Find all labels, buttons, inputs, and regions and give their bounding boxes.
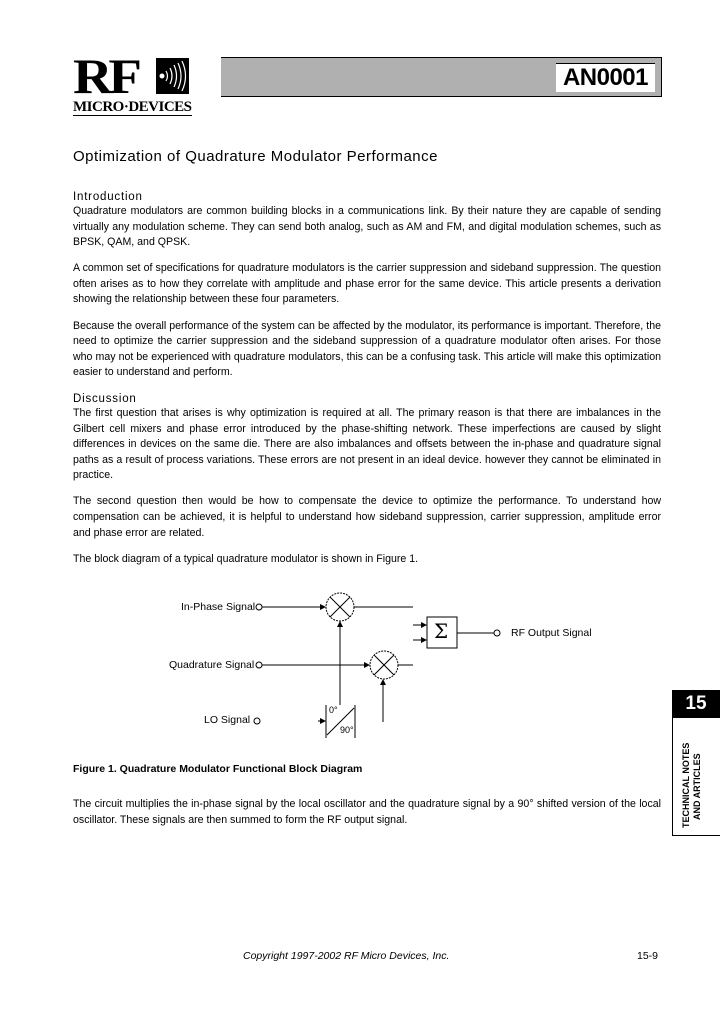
paragraph: Because the overall performance of the system can be affected by the modulator, its performance is important. Therefore, the need to optimize the carrier suppression and the sideband suppression of a quadrature modulator often arises. For those who may not be experienced with quadrature modulators, this can be a confusing task. This article will make this optimization easier to understand and perform. <box>73 319 661 379</box>
rf-output-label: RF Output Signal <box>511 627 592 639</box>
tab-line-1: TECHNICAL NOTES <box>681 742 691 828</box>
chapter-tab-label <box>681 743 703 828</box>
section-heading: Discussion <box>73 393 137 405</box>
copyright: Copyright 1997-2002 RF Micro Devices, Inc. <box>243 950 450 962</box>
logo-subtitle: MICRO·DEVICES <box>73 99 192 115</box>
section-heading: Introduction <box>73 191 143 203</box>
in-phase-label: In-Phase Signal <box>181 601 256 613</box>
logo-rf-text: RF <box>73 48 138 104</box>
rf-output-port <box>494 630 500 636</box>
paragraph: The block diagram of a typical quadrature modulator is shown in Figure 1. <box>73 552 419 565</box>
phase-0-label: 0° <box>329 705 338 715</box>
quadrature-label: Quadrature Signal <box>169 659 255 671</box>
paragraph: The first question that arises is why optimization is required at all. The primary reason is that there are imbalances in the Gilbert cell mixers and phase error introduced by the phase-shifting network. These imperfections are caused by slight differences in devices on the same die. There are also imbalances and offsets between the in-phase and quadrature signal paths as a result of process variations. These errors are not present in an ideal device. however they cannot be eliminated in practice. <box>73 407 661 482</box>
lo-label: LO Signal <box>204 714 251 726</box>
lo-port <box>254 718 260 724</box>
chapter-tab-number: 15 <box>672 690 720 718</box>
page-number: 15-9 <box>637 950 659 962</box>
paragraph: A common set of specifications for quadrature modulators is the carrier suppression and sideband suppression. The question often arises as to how they correlate with amplitude and phase error for the same device. This article presents a derivation showing the relationship between these four parameters. <box>73 262 661 306</box>
paragraph: Quadrature modulators are common building blocks in a communications link. By their nature they are capable of sending virtually any modulation scheme. They can send both analog, such as AM and FM, and digital modulation schemes, such as BPSK, QAM, and QPSK. <box>73 205 661 249</box>
page-title: Optimization of Quadrature Modulator Performance <box>73 148 438 165</box>
paragraph: The circuit multiplies the in-phase signal by the local oscillator and the quadrature signal by a 90° shifted version of the local oscillator. These signals are then summed to form the RF output signal. <box>73 798 661 826</box>
sum-symbol: Σ <box>434 619 449 643</box>
section-after-figure <box>73 797 661 839</box>
quadrature-port <box>256 662 262 668</box>
document-number: AN0001 <box>556 63 655 92</box>
figure-caption: Figure 1. Quadrature Modulator Functional Block Diagram <box>73 763 363 775</box>
chapter-tab <box>672 718 720 836</box>
paragraph: The second question then would be how to compensate the device to optimize the performance. To understand how compensation can be achieved, it is helpful to understand how sideband suppression, carrier suppression, amplitude error and phase error are related. <box>73 495 661 539</box>
in-phase-port <box>256 604 262 610</box>
phase-90-label: 90° <box>340 725 354 735</box>
tab-line-2: AND ARTICLES <box>692 753 702 820</box>
